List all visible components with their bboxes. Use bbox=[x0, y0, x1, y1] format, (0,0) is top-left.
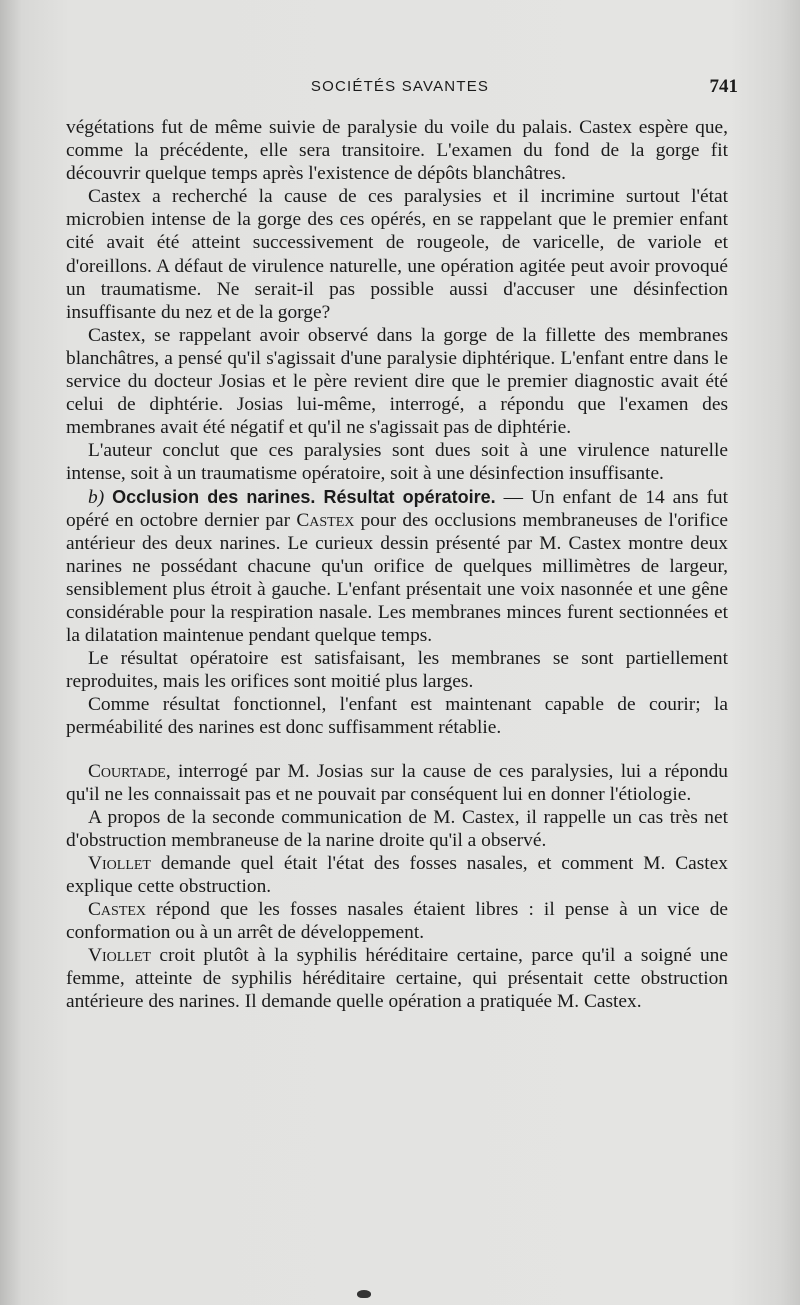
paragraph: Comme résultat fonctionnel, l'enfant est maintenant capable de courir; la perméabilité des narines est donc suffisamment rétablie. bbox=[66, 694, 728, 739]
page-body bbox=[66, 116, 728, 1014]
speaker-name: Castex bbox=[88, 899, 147, 921]
page-number: 741 bbox=[709, 76, 738, 97]
paragraph: Castex, se rappelant avoir observé dans la gorge de la fillette des membranes blanchâtres, a pensé qu'il s'agissait d'une paralysie diphtérique. L'enfant entre dans le service du docteur Josias et le père revient dire que le premier diagnostic avait été celui de diphtérie. Josias lui-même, interrogé, a répondu que l'examen des membranes avait été négatif et qu'il ne s'agissait pas de diphtérie. bbox=[66, 324, 728, 439]
paragraph: L'auteur conclut que ces paralysies sont dues soit à une virulence naturelle intense, soit à un traumatisme opératoire, soit à une désinfection insuffisante. bbox=[66, 440, 728, 485]
paragraph-text: répond que les fosses nasales étaient libres : il pense à un vice de conformation ou à un arrêt de développement. bbox=[66, 899, 728, 944]
paragraph: Castex a recherché la cause de ces paralysies et il incrimine surtout l'état microbien intense de la gorge des ces opérés, en se rappelant que le premier enfant cité avait été atteint successivement de rougeole, de varicelle, de variole et d'oreillons. A défaut de virulence naturelle, une opération agitée peut avoir provoqué un traumatisme. Ne serait-il pas possible aussi d'accuser une désinfection insuffisante du nez et de la gorge? bbox=[66, 186, 728, 323]
running-head: SOCIÉTÉS SAVANTES bbox=[310, 78, 490, 95]
paragraph-text: croit plutôt à la syphilis héréditaire certaine, parce qu'il a soigné une femme, atteinte de syphilis héréditaire certaine, qui présentait cette obstruction antérieure des narines. Il demande quelle opération a pratiquée M. Castex. bbox=[66, 945, 728, 1013]
speaker-name: Viollet bbox=[88, 945, 151, 967]
discussion-paragraph bbox=[66, 852, 728, 898]
section-marker: b) bbox=[88, 486, 105, 508]
paragraph: Le résultat opératoire est satisfaisant, les membranes se sont partiellement reproduites, mais les orifices sont moitié plus larges. bbox=[66, 648, 728, 693]
speaker-name: Courtade bbox=[88, 760, 166, 782]
paragraph-text: demande quel était l'état des fosses nasales, et comment M. Castex explique cette obstruction. bbox=[66, 852, 728, 897]
section-paragraph bbox=[66, 486, 728, 648]
discussion-paragraph bbox=[66, 944, 728, 1013]
page-header bbox=[62, 76, 738, 100]
discussion-paragraph bbox=[66, 760, 728, 806]
section-heading: Occlusion des narines. Résultat opératoire. bbox=[112, 486, 496, 507]
discussion-paragraph bbox=[66, 898, 728, 944]
paragraph-text: — Un enfant de 14 ans fut opéré en octobre dernier par bbox=[66, 486, 728, 531]
speaker-name: Viollet bbox=[88, 852, 151, 874]
paragraph-text: , interrogé par M. Josias sur la cause de ces paralysies, lui a répondu qu'il ne les connaissait pas et ne pouvait par conséquent lui en donner l'étiologie. bbox=[66, 760, 728, 805]
paragraph: A propos de la seconde communication de M. Castex, il rappelle un cas très net d'obstruction membraneuse de la narine droite qu'il a observé. bbox=[66, 806, 728, 851]
paragraph-text: pour des occlusions membraneuses de l'orifice antérieur des deux narines. Le curieux dessin présenté par M. Castex montre deux narines ne possédant chacune qu'un orifice de quelques millimètres de largeur, sensiblement plus étroit à gauche. L'enfant présentait une voix nasonnée et une gêne considérable pour la respiration nasale. Les membranes minces furent sectionnées et la dilatation maintenue pendant quelque temps. bbox=[66, 509, 728, 647]
ink-mark bbox=[357, 1290, 371, 1298]
paragraph: végétations fut de même suivie de paralysie du voile du palais. Castex espère que, comme la précédente, elle sera transitoire. L'examen du fond de la gorge fit découvrir quelque temps après l'existence de dépôts blanchâtres. bbox=[66, 117, 728, 185]
author-name: Castex bbox=[296, 509, 355, 531]
